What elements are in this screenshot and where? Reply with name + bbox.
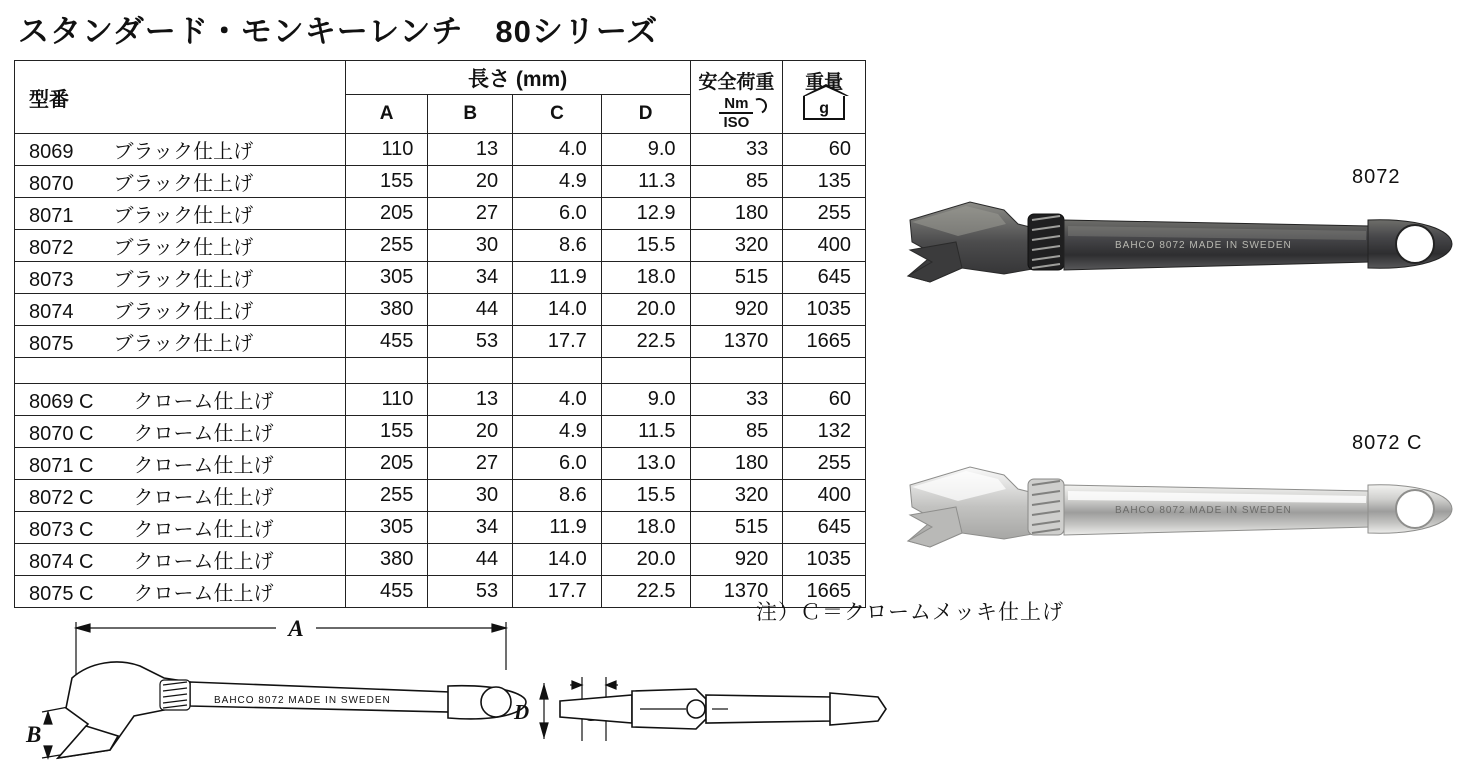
wrench-movable-jaw-chrome	[908, 507, 962, 547]
cell-safe-load: 920	[690, 544, 783, 576]
cell-model	[15, 326, 346, 358]
model-finish: クローム仕上げ	[133, 423, 274, 445]
table-row	[15, 262, 866, 294]
cell-dim-d: 15.5	[601, 480, 690, 512]
cell-weight: 132	[783, 416, 866, 448]
cell-safe-load: 180	[690, 448, 783, 480]
cell-dim-a: 205	[345, 448, 428, 480]
worm-screw-chrome	[1028, 479, 1064, 535]
technical-drawing-head-view	[500, 655, 900, 765]
cell-dim-a: 205	[345, 198, 428, 230]
model-finish: ブラック仕上げ	[113, 269, 254, 291]
cell-dim-b: 27	[428, 448, 513, 480]
cell-dim-a: 455	[345, 576, 428, 608]
product-photo-black-wrench	[900, 190, 1460, 300]
cell-model	[15, 166, 346, 198]
cell-dim-b: 20	[428, 416, 513, 448]
cell-dim-d: 11.3	[601, 166, 690, 198]
cell-dim-c: 6.0	[513, 198, 602, 230]
cell-safe-load: 320	[690, 480, 783, 512]
cell-weight: 1035	[783, 294, 866, 326]
model-finish: クローム仕上げ	[133, 519, 274, 541]
spacer-cell	[428, 358, 513, 384]
cell-dim-c: 8.6	[513, 480, 602, 512]
cell-dim-c: 4.9	[513, 166, 602, 198]
cell-model	[15, 262, 346, 294]
cell-dim-d: 20.0	[601, 544, 690, 576]
cell-dim-d: 18.0	[601, 262, 690, 294]
cell-dim-b: 13	[428, 134, 513, 166]
cell-weight: 400	[783, 230, 866, 262]
table-row	[15, 134, 866, 166]
header-weight-label: 重量	[805, 72, 844, 93]
model-finish: ブラック仕上げ	[113, 333, 254, 355]
cell-dim-d: 11.5	[601, 416, 690, 448]
table-row	[15, 480, 866, 512]
model-finish: クローム仕上げ	[133, 487, 274, 509]
cell-dim-d: 20.0	[601, 294, 690, 326]
cell-dim-b: 44	[428, 544, 513, 576]
cell-dim-b: 34	[428, 262, 513, 294]
wrench-engraving-black: BAHCO 8072 MADE IN SWEDEN	[1115, 240, 1292, 251]
cell-model	[15, 230, 346, 262]
header-weight	[783, 61, 866, 134]
cell-safe-load: 515	[690, 512, 783, 544]
cell-dim-b: 30	[428, 480, 513, 512]
dimension-a-label: A	[288, 616, 304, 641]
cell-dim-c: 6.0	[513, 448, 602, 480]
cell-dim-a: 155	[345, 166, 428, 198]
spacer-cell	[513, 358, 602, 384]
cell-safe-load: 515	[690, 262, 783, 294]
table-row	[15, 326, 866, 358]
spacer-cell	[601, 358, 690, 384]
page-title: スタンダード・モンキーレンチ 80シリーズ	[18, 14, 659, 49]
cell-safe-load: 33	[690, 384, 783, 416]
table-header-row-1	[15, 61, 866, 95]
table-row	[15, 294, 866, 326]
spacer-cell	[345, 358, 428, 384]
cell-dim-c: 11.9	[513, 262, 602, 294]
worm-screw-side	[160, 680, 190, 710]
cell-dim-a: 305	[345, 512, 428, 544]
cell-weight: 135	[783, 166, 866, 198]
cell-dim-b: 27	[428, 198, 513, 230]
cell-dim-c: 14.0	[513, 544, 602, 576]
iso-badge-nm: Nm	[719, 96, 753, 114]
cell-dim-d: 9.0	[601, 134, 690, 166]
model-number: 8073	[29, 269, 74, 291]
model-number: 8070 C	[29, 423, 94, 445]
hang-hole-chrome	[1396, 490, 1434, 528]
table-row	[15, 384, 866, 416]
worm-screw-black	[1028, 214, 1064, 270]
table-header	[15, 61, 866, 134]
cell-dim-d: 9.0	[601, 384, 690, 416]
cell-dim-a: 380	[345, 294, 428, 326]
cell-weight: 400	[783, 480, 866, 512]
cell-model	[15, 512, 346, 544]
model-number: 8074 C	[29, 551, 94, 573]
table-row	[15, 512, 866, 544]
header-safe-load-label: 安全荷重	[698, 72, 775, 93]
cell-safe-load: 320	[690, 230, 783, 262]
wrench-movable-jaw-black	[908, 242, 962, 282]
cell-dim-a: 455	[345, 326, 428, 358]
cell-dim-a: 255	[345, 480, 428, 512]
cell-safe-load: 85	[690, 416, 783, 448]
model-finish: クローム仕上げ	[133, 551, 274, 573]
wrench-engraving-chrome: BAHCO 8072 MADE IN SWEDEN	[1115, 505, 1292, 516]
model-finish: ブラック仕上げ	[113, 141, 254, 163]
cell-weight: 1035	[783, 544, 866, 576]
cell-weight: 645	[783, 262, 866, 294]
model-finish: クローム仕上げ	[133, 391, 274, 413]
cell-model	[15, 198, 346, 230]
table-row	[15, 230, 866, 262]
table-row	[15, 166, 866, 198]
spacer-cell	[15, 358, 346, 384]
spacer-cell	[783, 358, 866, 384]
model-finish: クローム仕上げ	[133, 455, 274, 477]
model-finish: ブラック仕上げ	[113, 301, 254, 323]
cell-dim-b: 34	[428, 512, 513, 544]
cell-model	[15, 294, 346, 326]
cell-model	[15, 416, 346, 448]
wrench-outline-side	[58, 662, 526, 758]
header-dim-a: A	[345, 95, 428, 134]
cell-safe-load: 1370	[690, 326, 783, 358]
header-model: 型番	[15, 61, 346, 134]
model-number: 8074	[29, 301, 74, 323]
model-number: 8072	[29, 237, 74, 259]
cell-dim-b: 53	[428, 576, 513, 608]
cell-dim-c: 17.7	[513, 326, 602, 358]
cell-dim-a: 110	[345, 134, 428, 166]
cell-dim-d: 12.9	[601, 198, 690, 230]
cell-weight: 1665	[783, 326, 866, 358]
spacer-cell	[690, 358, 783, 384]
product-photo-chrome-wrench	[900, 455, 1460, 565]
cell-model	[15, 480, 346, 512]
iso-badge-iso: ISO	[723, 114, 750, 131]
cell-dim-a: 380	[345, 544, 428, 576]
cell-weight: 645	[783, 512, 866, 544]
model-number: 8075 C	[29, 583, 94, 605]
iso-badge-icon	[719, 96, 753, 130]
cell-safe-load: 180	[690, 198, 783, 230]
model-finish: クローム仕上げ	[133, 583, 274, 605]
cell-model	[15, 544, 346, 576]
cell-dim-d: 22.5	[601, 576, 690, 608]
cell-weight: 1665	[783, 576, 866, 608]
cell-safe-load: 920	[690, 294, 783, 326]
model-finish: ブラック仕上げ	[113, 205, 254, 227]
cell-dim-b: 20	[428, 166, 513, 198]
cell-dim-c: 4.0	[513, 384, 602, 416]
dimension-d-label: D	[514, 700, 530, 724]
cell-dim-c: 14.0	[513, 294, 602, 326]
cell-dim-c: 4.9	[513, 416, 602, 448]
table-row	[15, 544, 866, 576]
cell-dim-c: 4.0	[513, 134, 602, 166]
cell-weight: 255	[783, 448, 866, 480]
cell-dim-a: 155	[345, 416, 428, 448]
hang-hole-black	[1396, 225, 1434, 263]
cell-safe-load: 1370	[690, 576, 783, 608]
header-length-group: 長さ (mm)	[345, 61, 690, 95]
photo-label-8072: 8072	[1352, 166, 1401, 188]
photo-label-8072c: 8072 C	[1352, 432, 1423, 454]
footnote-chrome-plating: 注）Ｃ＝クロームメッキ仕上げ	[756, 601, 1064, 624]
cell-model	[15, 134, 346, 166]
dimension-d-line	[540, 683, 548, 739]
model-number: 8075	[29, 333, 74, 355]
header-safe-load	[690, 61, 783, 134]
table-body	[15, 134, 866, 608]
header-dim-c: C	[513, 95, 602, 134]
cell-model	[15, 384, 346, 416]
model-number: 8069 C	[29, 391, 94, 413]
drawing-engraving-side: BAHCO 8072 MADE IN SWEDEN	[214, 695, 391, 706]
table-group-spacer	[15, 358, 866, 384]
model-number: 8072 C	[29, 487, 94, 509]
model-finish: ブラック仕上げ	[113, 173, 254, 195]
model-number: 8070	[29, 173, 74, 195]
cell-weight: 255	[783, 198, 866, 230]
weight-badge-icon: g	[803, 96, 845, 120]
table-row	[15, 198, 866, 230]
cell-safe-load: 33	[690, 134, 783, 166]
cell-dim-d: 22.5	[601, 326, 690, 358]
cell-dim-b: 44	[428, 294, 513, 326]
table-row	[15, 416, 866, 448]
dimension-b-label: B	[26, 722, 42, 747]
cell-dim-c: 8.6	[513, 230, 602, 262]
model-finish: ブラック仕上げ	[113, 237, 254, 259]
model-number: 8071	[29, 205, 74, 227]
cell-dim-d: 13.0	[601, 448, 690, 480]
cell-weight: 60	[783, 384, 866, 416]
cell-dim-a: 255	[345, 230, 428, 262]
cell-weight: 60	[783, 134, 866, 166]
model-number: 8069	[29, 141, 74, 163]
cell-dim-d: 15.5	[601, 230, 690, 262]
cell-dim-c: 17.7	[513, 576, 602, 608]
model-number: 8073 C	[29, 519, 94, 541]
technical-drawing-side-view	[14, 600, 534, 775]
cell-model	[15, 448, 346, 480]
specification-table	[14, 60, 866, 608]
cell-safe-load: 85	[690, 166, 783, 198]
cell-dim-c: 11.9	[513, 512, 602, 544]
cell-dim-a: 110	[345, 384, 428, 416]
cell-dim-b: 53	[428, 326, 513, 358]
cell-dim-d: 18.0	[601, 512, 690, 544]
header-dim-d: D	[601, 95, 690, 134]
model-number: 8071 C	[29, 455, 94, 477]
cell-dim-a: 305	[345, 262, 428, 294]
cell-dim-b: 13	[428, 384, 513, 416]
table-row	[15, 448, 866, 480]
cell-dim-b: 30	[428, 230, 513, 262]
header-dim-b: B	[428, 95, 513, 134]
